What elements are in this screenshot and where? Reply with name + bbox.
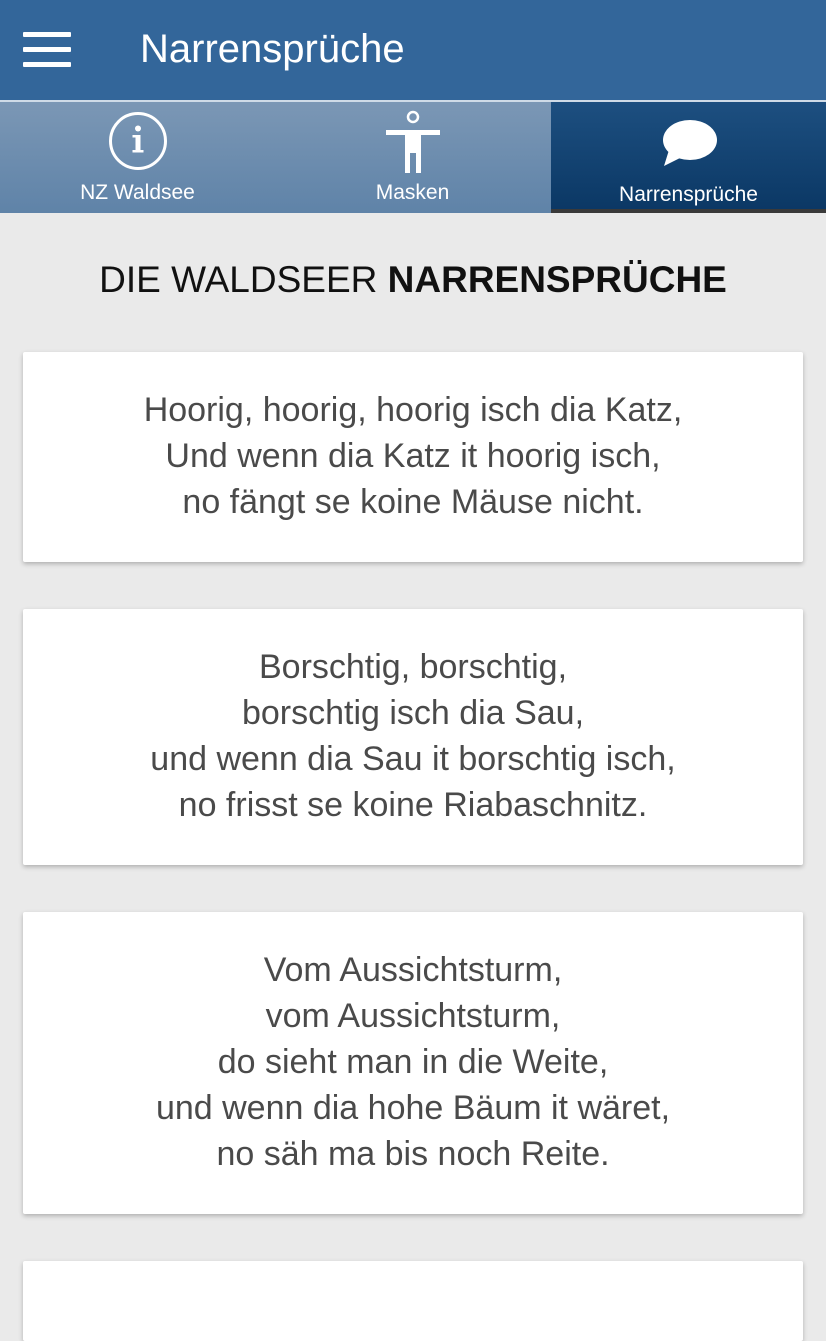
saying-card xyxy=(23,912,803,1214)
saying-line: Borschtig, borschtig, xyxy=(258,648,568,686)
menu-line xyxy=(23,32,71,37)
tab-nz-waldsee[interactable] xyxy=(0,102,275,213)
saying-line: Hoorig, hoorig, hoorig isch dia Katz, xyxy=(143,391,683,429)
speech-bubble-icon xyxy=(658,118,720,175)
saying-line: no fängt se koine Mäuse nicht. xyxy=(182,483,644,521)
page-heading-bold: NARRENSPRÜCHE xyxy=(387,259,727,300)
app-bar xyxy=(0,0,826,100)
saying-text xyxy=(23,387,803,525)
saying-line: Vom Aussichtsturm, xyxy=(263,951,563,989)
tab-bar xyxy=(0,100,826,213)
saying-line: borschtig isch dia Sau, xyxy=(241,694,585,732)
saying-text xyxy=(23,947,803,1177)
page-heading xyxy=(0,254,826,306)
tab-label: Masken xyxy=(375,181,450,204)
tab-narrensprueche[interactable] xyxy=(551,102,826,213)
menu-line xyxy=(23,62,71,67)
tab-label: Narrensprüche xyxy=(619,183,758,206)
person-figure-icon xyxy=(382,110,444,181)
hamburger-menu-icon[interactable] xyxy=(18,26,78,72)
app-title: Narrensprüche xyxy=(140,27,405,71)
menu-line xyxy=(23,47,71,52)
tab-label: NZ Waldsee xyxy=(80,181,195,204)
saying-card xyxy=(23,1261,803,1341)
saying-line: no frisst se koine Riabaschnitz. xyxy=(178,786,648,824)
saying-card xyxy=(23,609,803,865)
saying-line: no säh ma bis noch Reite. xyxy=(216,1135,610,1173)
saying-line: do sieht man in die Weite, xyxy=(217,1043,609,1081)
saying-line: vom Aussichtsturm, xyxy=(265,997,561,1035)
saying-card xyxy=(23,352,803,562)
page-heading-regular: DIE WALDSEER xyxy=(99,259,388,300)
saying-line: und wenn dia hohe Bäum it wäret, xyxy=(155,1089,671,1127)
saying-text xyxy=(23,644,803,828)
info-circle-icon xyxy=(107,110,169,177)
tab-masken[interactable] xyxy=(275,102,550,213)
saying-line: Und wenn dia Katz it hoorig isch, xyxy=(165,437,661,475)
saying-line: und wenn dia Sau it borschtig isch, xyxy=(150,740,676,778)
